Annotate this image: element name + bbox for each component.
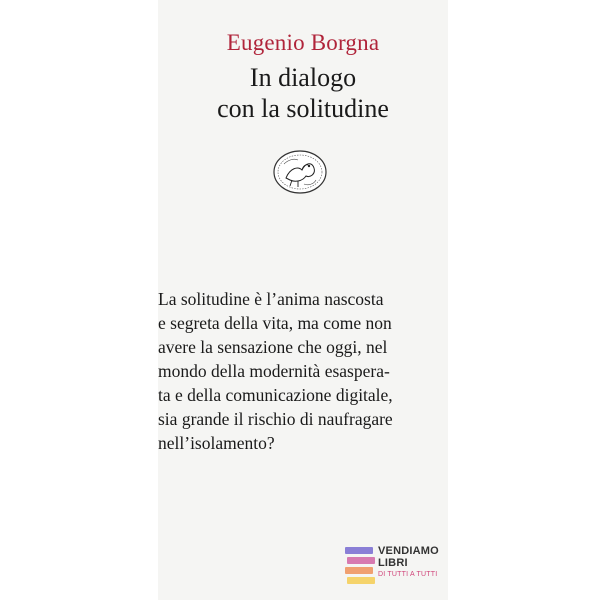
book-bar [345,547,373,554]
title-line: con la solitudine [217,94,389,123]
blurb-line: nell’isolamento? [158,433,275,453]
vendiamo-libri-badge [345,543,445,591]
blurb-line: e segreta della vita, ma come non [158,313,392,333]
title-line: In dialogo [249,63,357,92]
book-bar [345,567,373,574]
badge-tagline: DI TUTTI A TUTTI [378,571,438,578]
blurb-line: avere la sensazione che oggi, nel [158,337,388,357]
badge-line1: VENDIAMO [378,545,439,557]
book-cover [158,0,448,600]
book-title [158,62,448,124]
blurb-line: ta e della comunicazione digitale, [158,385,393,405]
publisher-emblem-icon [272,148,328,196]
badge-text [378,545,439,581]
book-blurb [158,287,448,455]
books-stack-icon [345,547,373,587]
blurb-line: La solitudine è l’anima nascosta [158,289,384,309]
blurb-line: sia grande il rischio di naufragare [158,409,393,429]
blurb-line: mondo della modernità esaspera- [158,361,390,381]
book-bar [347,577,375,584]
book-bar [347,557,375,564]
author-name: Eugenio Borgna [226,30,380,55]
badge-line2: LIBRI [378,557,408,569]
